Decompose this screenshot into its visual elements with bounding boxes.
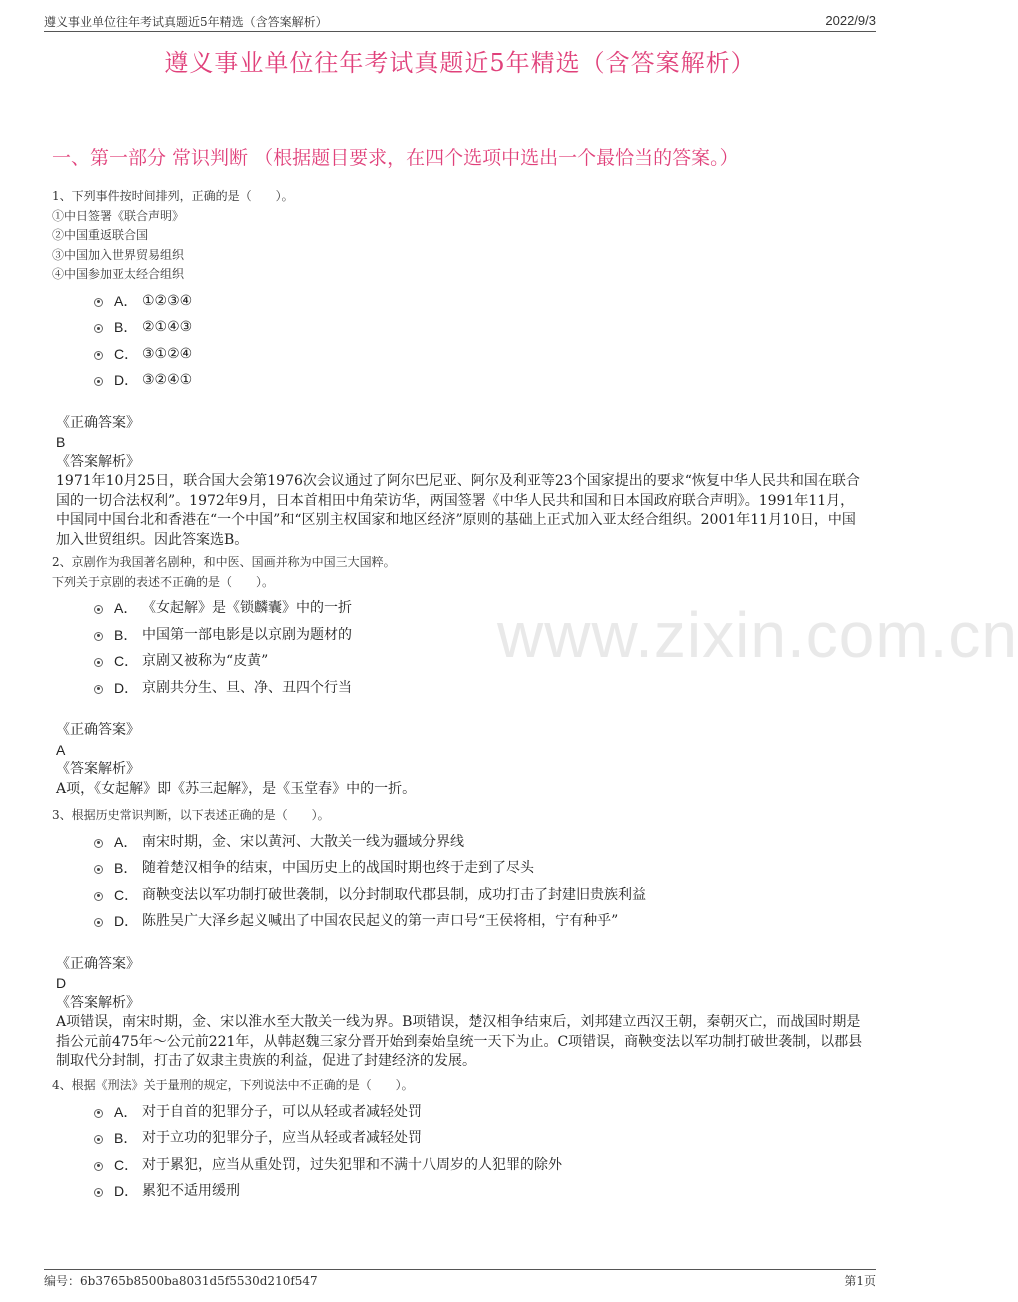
radio-icon[interactable]	[94, 324, 103, 333]
radio-icon[interactable]	[94, 1162, 103, 1171]
radio-icon[interactable]	[94, 632, 103, 641]
option-letter: C．	[114, 886, 139, 903]
option-c[interactable]	[92, 1152, 868, 1179]
option-text: 陈胜吴广大泽乡起义喊出了中国农民起义的第一声口号“王侯将相，宁有种乎”	[142, 913, 619, 929]
option-text: ③①②④	[142, 345, 193, 362]
option-letter: B．	[114, 319, 138, 335]
answer-label: 《正确答案》	[56, 955, 140, 972]
answer-label: 《正确答案》	[56, 414, 140, 431]
header-title: 遵义事业单位往年考试真题近5年精选（含答案解析）	[44, 15, 328, 29]
option-letter: D．	[114, 913, 139, 929]
explanation-label: 《答案解析》	[56, 994, 140, 1011]
option-letter: D．	[114, 679, 139, 696]
option-letter: D．	[114, 1183, 139, 1199]
radio-icon[interactable]	[94, 298, 103, 307]
radio-icon[interactable]	[94, 865, 103, 874]
radio-icon[interactable]	[94, 1135, 103, 1144]
option-text: 对于自首的犯罪分子，可以从轻或者减轻处罚	[142, 1103, 422, 1120]
radio-icon[interactable]	[94, 839, 103, 848]
header-divider	[44, 31, 876, 32]
radio-icon[interactable]	[94, 1109, 103, 1118]
page-header	[44, 13, 876, 31]
answer-block	[56, 414, 868, 473]
stem-line: 3、根据历史常识判断，以下表述正确的是（ ）。	[52, 808, 330, 822]
option-letter: C．	[114, 1156, 139, 1173]
stem-line: 4、根据《刑法》关于量刑的规定，下列说法中不正确的是（ ）。	[52, 1078, 414, 1092]
header-date: 2022/9/3	[825, 13, 876, 28]
question-stem	[52, 553, 868, 592]
option-text: 商鞅变法以军功制打破世袭制，以分封制取代郡县制，成功打击了封建旧贵族利益	[142, 886, 646, 903]
explanation-text: A项，《女起解》即《苏三起解》，是《玉堂春》中的一折。	[56, 780, 417, 797]
option-b[interactable]	[92, 622, 868, 649]
option-text: ③②④①	[142, 372, 193, 388]
option-letter: B．	[114, 626, 138, 643]
option-a[interactable]	[92, 288, 868, 315]
section-title: 一、第一部分 常识判断 （根据题目要求，在四个选项中选出一个最恰当的答案。）	[52, 147, 739, 169]
explanation-text: A项错误，南宋时期，金、宋以淮水至大散关一线为界。B项错误，楚汉相争结束后，刘邦建立西汉王朝，秦朝灭亡，而战国时期是指公元前475年～公元前221年，从韩赵魏三家分晋开始到秦始皇统一天下为止。C项错误，商鞅变法以军功制打破世袭制，以郡县制取代分封制，打击了奴隶主贵族的利益，促进了封建经济的发展。	[56, 1014, 863, 1069]
radio-icon[interactable]	[94, 605, 103, 614]
option-text: 南宋时期，金、宋以黄河、大散关一线为疆域分界线	[142, 833, 464, 850]
option-a[interactable]	[92, 829, 868, 856]
option-a[interactable]	[92, 1099, 868, 1126]
radio-icon[interactable]	[94, 658, 103, 667]
stem-line: 下列关于京剧的表述不正确的是（ ）。	[52, 574, 275, 589]
option-a[interactable]	[92, 595, 868, 622]
stem-line: ①中日签署《联合声明》	[52, 208, 185, 223]
answer-value: D	[56, 975, 67, 991]
stem-line: ④中国参加亚太经合组织	[52, 267, 185, 281]
radio-icon[interactable]	[94, 351, 103, 360]
option-text: ①②③④	[142, 292, 193, 309]
stem-line: ②中国重返联合国	[52, 228, 149, 242]
answer-value: A	[56, 741, 66, 758]
option-c[interactable]	[92, 882, 868, 909]
option-d[interactable]	[92, 1178, 868, 1205]
option-text: 京剧又被称为“皮黄”	[142, 653, 269, 669]
option-text: 对于累犯，应当从重处罚，过失犯罪和不满十八周岁的人犯罪的除外	[142, 1156, 562, 1173]
option-d[interactable]	[92, 908, 868, 935]
option-text: 中国第一部电影是以京剧为题材的	[142, 626, 352, 643]
option-letter: A．	[114, 1103, 138, 1120]
stem-line: 2、京剧作为我国著名剧种，和中医、国画并称为中国三大国粹。	[52, 555, 396, 569]
explanation-label: 《答案解析》	[56, 453, 140, 470]
answer-value: B	[56, 434, 66, 450]
option-text: 京剧共分生、旦、净、丑四个行当	[142, 679, 352, 696]
option-letter: A．	[114, 292, 138, 309]
option-letter: A．	[114, 833, 138, 850]
radio-icon[interactable]	[94, 1188, 103, 1197]
question-2	[52, 553, 868, 799]
option-letter: C．	[114, 653, 139, 669]
question-stem	[52, 1076, 868, 1096]
option-letter: C．	[114, 345, 139, 362]
question-3	[52, 806, 868, 1072]
answer-block	[56, 955, 868, 1014]
radio-icon[interactable]	[94, 892, 103, 901]
option-text: 对于立功的犯罪分子，应当从轻或者减轻处罚	[142, 1130, 422, 1146]
document-title: 遵义事业单位往年考试真题近5年精选（含答案解析）	[164, 49, 756, 77]
option-d[interactable]	[92, 367, 868, 394]
question-stem	[52, 806, 868, 826]
question-stem	[52, 187, 868, 285]
option-letter: B．	[114, 1130, 138, 1146]
footer-divider	[44, 1269, 876, 1270]
radio-icon[interactable]	[94, 918, 103, 927]
option-text: 随着楚汉相争的结束，中国历史上的战国时期也终于走到了尽头	[142, 860, 534, 876]
option-c[interactable]	[92, 341, 868, 368]
question-1	[52, 187, 868, 550]
option-b[interactable]	[92, 314, 868, 341]
option-letter: B．	[114, 860, 138, 876]
stem-line: 1、下列事件按时间排列，正确的是（ ）。	[52, 189, 294, 203]
option-d[interactable]	[92, 675, 868, 702]
option-text: 《女起解》是《锁麟囊》中的一折	[142, 600, 352, 616]
option-c[interactable]	[92, 648, 868, 675]
stem-line: ③中国加入世界贸易组织	[52, 247, 185, 262]
watermark: www.zixin.com.cn	[497, 599, 1018, 671]
option-b[interactable]	[92, 855, 868, 882]
answer-block	[56, 721, 868, 780]
option-text: ②①④③	[142, 319, 193, 335]
option-text: 累犯不适用缓刑	[142, 1183, 240, 1199]
option-letter: A．	[114, 600, 138, 616]
page-number: 第1页	[844, 1274, 876, 1288]
answer-label: 《正确答案》	[56, 722, 140, 738]
option-letter: D．	[114, 372, 139, 388]
option-b[interactable]	[92, 1125, 868, 1152]
radio-icon[interactable]	[94, 377, 103, 386]
radio-icon[interactable]	[94, 685, 103, 694]
question-4	[52, 1076, 868, 1205]
explanation-text: 1971年10月25日，联合国大会第1976次会议通过了阿尔巴尼亚、阿尔及利亚等23个国家提出的要求“恢复中华人民共和国在联合国的一切合法权利”。1972年9月，日本首相田中角荣访华，两国签署《中华人民共和国和日本国政府联合声明》。1991年11月，中国同中国台北和香港在“一个中国”和“区别主权国家和地区经济”原则的基础上正式加入亚太经合组织。2001年11月10日，中国加入世贸组织。因此答案选B。	[56, 473, 860, 548]
explanation-label: 《答案解析》	[56, 761, 140, 777]
document-code: 编号：6b3765b8500ba8031d5f5530d210f547	[44, 1274, 318, 1288]
